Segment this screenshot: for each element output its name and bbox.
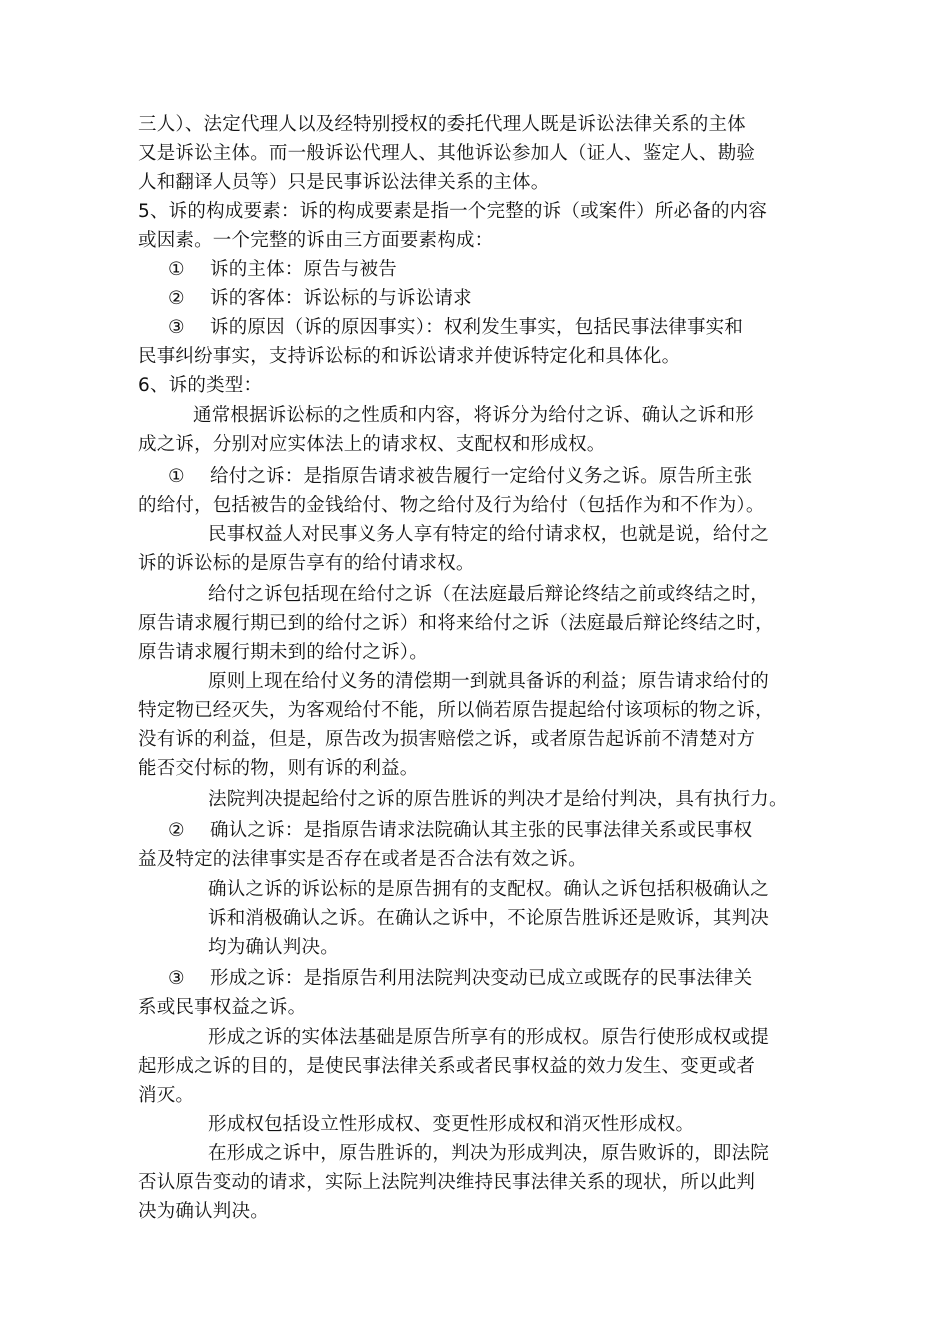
text-line: 系或民事权益之诉。 (138, 997, 307, 1018)
list-marker: ③ (168, 968, 185, 989)
list-item (168, 463, 752, 491)
list-marker: ① (168, 466, 185, 487)
text-line: 决为确认判决。 (138, 1201, 269, 1222)
text-line: 能否交付标的物，则有诉的利益。 (138, 758, 419, 779)
list-item (168, 965, 752, 993)
text-line: 给付之诉包括现在给付之诉（在法庭最后辩论终结之前或终结之时， (208, 584, 770, 605)
text-line: 又是诉讼主体。而一般诉讼代理人、其他诉讼参加人（证人、鉴定人、勘验 (138, 143, 756, 164)
text-line: 成之诉，分别对应实体法上的请求权、支配权和形成权。 (138, 434, 606, 455)
text-line: 特定物已经灭失，为客观给付不能，所以倘若原告提起给付该项标的物之诉， (138, 700, 774, 721)
text-line: 形成之诉的实体法基础是原告所享有的形成权。原告行使形成权或提 (208, 1027, 770, 1048)
text-line: 起形成之诉的目的，是使民事法律关系或者民事权益的效力发生、变更或者 (138, 1056, 756, 1077)
list-marker: ① (168, 259, 185, 280)
list-item (168, 285, 472, 313)
text-line: 确认之诉的诉讼标的是原告拥有的支配权。确认之诉包括积极确认之 (208, 879, 770, 900)
text-line: 民事权益人对民事义务人享有特定的给付请求权，也就是说，给付之 (208, 524, 770, 545)
list-marker: ② (168, 820, 185, 841)
text-line: 没有诉的利益，但是，原告改为损害赔偿之诉，或者原告起诉前不清楚对方 (138, 729, 756, 750)
list-item (168, 256, 397, 284)
list-item (168, 314, 743, 342)
list-item (168, 817, 752, 845)
list-item-text: 诉的原因（诉的原因事实）：权利发生事实，包括民事法律事实和 (210, 317, 744, 338)
text-line: 的给付，包括被告的金钱给付、物之给付及行为给付（包括作为和不作为）。 (138, 495, 765, 516)
text-line: 诉的诉讼标的是原告享有的给付请求权。 (138, 553, 475, 574)
list-item-text: 诉的主体：原告与被告 (210, 259, 398, 280)
list-item-text: 形成之诉：是指原告利用法院判决变动已成立或既存的民事法律关 (210, 968, 753, 989)
text-line: 法院判决提起给付之诉的原告胜诉的判决才是给付判决，具有执行力。 (208, 789, 788, 810)
text-line: 人和翻译人员等）只是民事诉讼法律关系的主体。 (138, 172, 550, 193)
list-marker: ② (168, 288, 185, 309)
text-line: 益及特定的法律事实是否存在或者是否合法有效之诉。 (138, 849, 587, 870)
text-line: 否认原告变动的请求，实际上法院判决维持民事法律关系的现状，所以此判 (138, 1172, 756, 1193)
text-line: 6、诉的类型： (138, 375, 263, 396)
list-item-text: 确认之诉：是指原告请求法院确认其主张的民事法律关系或民事权 (210, 820, 753, 841)
text-line: 或因素。一个完整的诉由三方面要素构成： (138, 230, 494, 251)
list-marker: ③ (168, 317, 185, 338)
text-line: 诉和消极确认之诉。在确认之诉中，不论原告胜诉还是败诉，其判决 (208, 908, 770, 929)
list-item-text: 诉的客体：诉讼标的与诉讼请求 (210, 288, 472, 309)
text-line: 原告请求履行期已到的给付之诉）和将来给付之诉（法庭最后辩论终结之时， (138, 613, 774, 634)
list-item-text: 给付之诉：是指原告请求被告履行一定给付义务之诉。原告所主张 (210, 466, 753, 487)
text-line: 原则上现在给付义务的清偿期一到就具备诉的利益；原告请求给付的 (208, 671, 770, 692)
text-line: 在形成之诉中，原告胜诉的，判决为形成判决，原告败诉的，即法院 (208, 1143, 770, 1164)
text-line: 通常根据诉讼标的之性质和内容，将诉分为给付之诉、确认之诉和形 (193, 405, 755, 426)
text-line: 民事纠纷事实，支持诉讼标的和诉讼请求并使诉特定化和具体化。 (138, 346, 681, 367)
text-line: 消灭。 (138, 1085, 195, 1106)
text-line: 均为确认判决。 (208, 937, 339, 958)
text-line: 原告请求履行期未到的给付之诉）。 (138, 642, 428, 663)
text-line: 5、诉的构成要素：诉的构成要素是指一个完整的诉（或案件）所必备的内容 (138, 201, 768, 222)
text-line: 形成权包括设立性形成权、变更性形成权和消灭性形成权。 (208, 1114, 695, 1135)
text-line: 三人）、法定代理人以及经特别授权的委托代理人既是诉讼法律关系的主体 (138, 114, 746, 135)
